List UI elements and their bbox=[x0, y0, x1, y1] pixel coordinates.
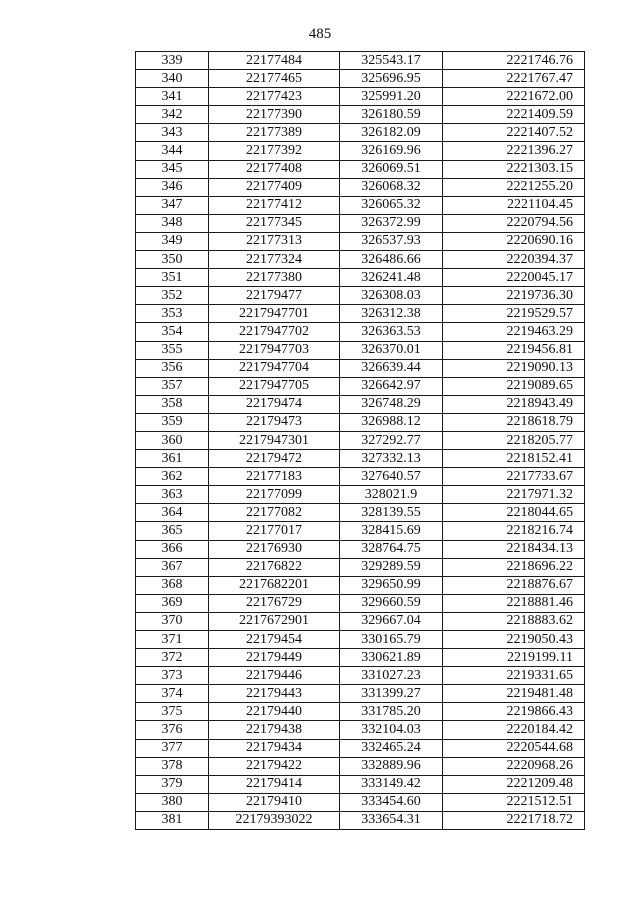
point-id-cell: 22179393022 bbox=[209, 811, 340, 829]
point-id-cell: 22179449 bbox=[209, 649, 340, 667]
point-number-cell: 361 bbox=[136, 450, 209, 468]
x-coordinate-cell: 329667.04 bbox=[340, 612, 443, 630]
point-number-cell: 371 bbox=[136, 631, 209, 649]
y-coordinate-cell: 2220184.42 bbox=[443, 721, 585, 739]
x-coordinate-cell: 326241.48 bbox=[340, 269, 443, 287]
table-row bbox=[136, 468, 585, 486]
coordinates-table-body bbox=[136, 52, 585, 830]
point-number-cell: 381 bbox=[136, 811, 209, 829]
point-number-cell: 370 bbox=[136, 612, 209, 630]
x-coordinate-cell: 326486.66 bbox=[340, 251, 443, 269]
x-coordinate-cell: 326169.96 bbox=[340, 142, 443, 160]
x-coordinate-cell: 333149.42 bbox=[340, 775, 443, 793]
point-number-cell: 339 bbox=[136, 52, 209, 70]
point-number-cell: 372 bbox=[136, 649, 209, 667]
point-id-cell: 22177345 bbox=[209, 214, 340, 232]
point-number-cell: 346 bbox=[136, 178, 209, 196]
x-coordinate-cell: 326642.97 bbox=[340, 377, 443, 395]
x-coordinate-cell: 330165.79 bbox=[340, 631, 443, 649]
table-row bbox=[136, 305, 585, 323]
y-coordinate-cell: 2221746.76 bbox=[443, 52, 585, 70]
point-number-cell: 352 bbox=[136, 287, 209, 305]
x-coordinate-cell: 328764.75 bbox=[340, 540, 443, 558]
point-id-cell: 22177017 bbox=[209, 522, 340, 540]
x-coordinate-cell: 327640.57 bbox=[340, 468, 443, 486]
point-id-cell: 22179477 bbox=[209, 287, 340, 305]
point-id-cell: 22179438 bbox=[209, 721, 340, 739]
y-coordinate-cell: 2218152.41 bbox=[443, 450, 585, 468]
y-coordinate-cell: 2220794.56 bbox=[443, 214, 585, 232]
point-id-cell: 2217682201 bbox=[209, 576, 340, 594]
y-coordinate-cell: 2220045.17 bbox=[443, 269, 585, 287]
x-coordinate-cell: 326312.38 bbox=[340, 305, 443, 323]
point-number-cell: 340 bbox=[136, 70, 209, 88]
x-coordinate-cell: 331399.27 bbox=[340, 685, 443, 703]
x-coordinate-cell: 325543.17 bbox=[340, 52, 443, 70]
table-row bbox=[136, 52, 585, 70]
point-number-cell: 368 bbox=[136, 576, 209, 594]
table-row bbox=[136, 269, 585, 287]
point-number-cell: 359 bbox=[136, 413, 209, 431]
x-coordinate-cell: 326988.12 bbox=[340, 413, 443, 431]
y-coordinate-cell: 2218434.13 bbox=[443, 540, 585, 558]
y-coordinate-cell: 2218943.49 bbox=[443, 395, 585, 413]
x-coordinate-cell: 327292.77 bbox=[340, 431, 443, 449]
x-coordinate-cell: 326069.51 bbox=[340, 160, 443, 178]
x-coordinate-cell: 325991.20 bbox=[340, 88, 443, 106]
table-row bbox=[136, 287, 585, 305]
point-number-cell: 363 bbox=[136, 486, 209, 504]
y-coordinate-cell: 2221104.45 bbox=[443, 196, 585, 214]
table-row bbox=[136, 775, 585, 793]
point-id-cell: 22177183 bbox=[209, 468, 340, 486]
table-row bbox=[136, 703, 585, 721]
y-coordinate-cell: 2218618.79 bbox=[443, 413, 585, 431]
table-row bbox=[136, 341, 585, 359]
table-row bbox=[136, 359, 585, 377]
point-id-cell: 2217947702 bbox=[209, 323, 340, 341]
point-id-cell: 22179474 bbox=[209, 395, 340, 413]
y-coordinate-cell: 2221409.59 bbox=[443, 106, 585, 124]
table-row bbox=[136, 811, 585, 829]
table-row bbox=[136, 793, 585, 811]
table-row bbox=[136, 178, 585, 196]
point-id-cell: 22177313 bbox=[209, 232, 340, 250]
x-coordinate-cell: 326370.01 bbox=[340, 341, 443, 359]
y-coordinate-cell: 2221209.48 bbox=[443, 775, 585, 793]
point-id-cell: 22179440 bbox=[209, 703, 340, 721]
x-coordinate-cell: 328415.69 bbox=[340, 522, 443, 540]
table-row bbox=[136, 649, 585, 667]
x-coordinate-cell: 326372.99 bbox=[340, 214, 443, 232]
point-id-cell: 22179454 bbox=[209, 631, 340, 649]
y-coordinate-cell: 2219199.11 bbox=[443, 649, 585, 667]
point-id-cell: 22177324 bbox=[209, 251, 340, 269]
x-coordinate-cell: 326180.59 bbox=[340, 106, 443, 124]
point-number-cell: 362 bbox=[136, 468, 209, 486]
point-number-cell: 356 bbox=[136, 359, 209, 377]
y-coordinate-cell: 2219866.43 bbox=[443, 703, 585, 721]
y-coordinate-cell: 2221672.00 bbox=[443, 88, 585, 106]
point-id-cell: 22177409 bbox=[209, 178, 340, 196]
point-id-cell: 2217672901 bbox=[209, 612, 340, 630]
point-id-cell: 22179472 bbox=[209, 450, 340, 468]
table-row bbox=[136, 160, 585, 178]
table-row bbox=[136, 739, 585, 757]
y-coordinate-cell: 2217971.32 bbox=[443, 486, 585, 504]
point-id-cell: 22177380 bbox=[209, 269, 340, 287]
point-number-cell: 366 bbox=[136, 540, 209, 558]
point-number-cell: 364 bbox=[136, 504, 209, 522]
y-coordinate-cell: 2217733.67 bbox=[443, 468, 585, 486]
point-id-cell: 22179446 bbox=[209, 667, 340, 685]
point-number-cell: 380 bbox=[136, 793, 209, 811]
point-id-cell: 22179410 bbox=[209, 793, 340, 811]
point-number-cell: 373 bbox=[136, 667, 209, 685]
point-id-cell: 22177392 bbox=[209, 142, 340, 160]
point-id-cell: 22179473 bbox=[209, 413, 340, 431]
x-coordinate-cell: 327332.13 bbox=[340, 450, 443, 468]
point-id-cell: 2217947703 bbox=[209, 341, 340, 359]
table-row bbox=[136, 757, 585, 775]
point-number-cell: 378 bbox=[136, 757, 209, 775]
point-number-cell: 351 bbox=[136, 269, 209, 287]
point-number-cell: 354 bbox=[136, 323, 209, 341]
point-id-cell: 22177484 bbox=[209, 52, 340, 70]
y-coordinate-cell: 2221718.72 bbox=[443, 811, 585, 829]
point-number-cell: 341 bbox=[136, 88, 209, 106]
point-number-cell: 374 bbox=[136, 685, 209, 703]
x-coordinate-cell: 326068.32 bbox=[340, 178, 443, 196]
point-number-cell: 357 bbox=[136, 377, 209, 395]
coordinates-table bbox=[135, 51, 585, 830]
point-id-cell: 2217947704 bbox=[209, 359, 340, 377]
table-row bbox=[136, 667, 585, 685]
table-row bbox=[136, 196, 585, 214]
x-coordinate-cell: 333654.31 bbox=[340, 811, 443, 829]
table-row bbox=[136, 214, 585, 232]
table-row bbox=[136, 721, 585, 739]
table-row bbox=[136, 431, 585, 449]
point-number-cell: 347 bbox=[136, 196, 209, 214]
point-id-cell: 22177423 bbox=[209, 88, 340, 106]
point-id-cell: 2217947701 bbox=[209, 305, 340, 323]
table-row bbox=[136, 70, 585, 88]
y-coordinate-cell: 2219529.57 bbox=[443, 305, 585, 323]
y-coordinate-cell: 2218044.65 bbox=[443, 504, 585, 522]
table-row bbox=[136, 106, 585, 124]
x-coordinate-cell: 333454.60 bbox=[340, 793, 443, 811]
table-row bbox=[136, 232, 585, 250]
x-coordinate-cell: 326182.09 bbox=[340, 124, 443, 142]
x-coordinate-cell: 331785.20 bbox=[340, 703, 443, 721]
y-coordinate-cell: 2221255.20 bbox=[443, 178, 585, 196]
y-coordinate-cell: 2221396.27 bbox=[443, 142, 585, 160]
point-id-cell: 22176729 bbox=[209, 594, 340, 612]
point-id-cell: 2217947301 bbox=[209, 431, 340, 449]
point-id-cell: 22176930 bbox=[209, 540, 340, 558]
table-row bbox=[136, 685, 585, 703]
y-coordinate-cell: 2220690.16 bbox=[443, 232, 585, 250]
table-row bbox=[136, 540, 585, 558]
point-number-cell: 367 bbox=[136, 558, 209, 576]
point-number-cell: 344 bbox=[136, 142, 209, 160]
x-coordinate-cell: 329650.99 bbox=[340, 576, 443, 594]
table-row bbox=[136, 612, 585, 630]
point-number-cell: 376 bbox=[136, 721, 209, 739]
table-row bbox=[136, 323, 585, 341]
x-coordinate-cell: 328021.9 bbox=[340, 486, 443, 504]
point-id-cell: 2217947705 bbox=[209, 377, 340, 395]
x-coordinate-cell: 326537.93 bbox=[340, 232, 443, 250]
y-coordinate-cell: 2219331.65 bbox=[443, 667, 585, 685]
point-id-cell: 22179434 bbox=[209, 739, 340, 757]
y-coordinate-cell: 2218696.22 bbox=[443, 558, 585, 576]
x-coordinate-cell: 329660.59 bbox=[340, 594, 443, 612]
table-row bbox=[136, 486, 585, 504]
point-id-cell: 22179443 bbox=[209, 685, 340, 703]
table-row bbox=[136, 450, 585, 468]
x-coordinate-cell: 326639.44 bbox=[340, 359, 443, 377]
point-number-cell: 377 bbox=[136, 739, 209, 757]
y-coordinate-cell: 2219736.30 bbox=[443, 287, 585, 305]
table-row bbox=[136, 504, 585, 522]
point-id-cell: 22177390 bbox=[209, 106, 340, 124]
point-id-cell: 22176822 bbox=[209, 558, 340, 576]
x-coordinate-cell: 326363.53 bbox=[340, 323, 443, 341]
x-coordinate-cell: 326308.03 bbox=[340, 287, 443, 305]
y-coordinate-cell: 2219050.43 bbox=[443, 631, 585, 649]
y-coordinate-cell: 2219481.48 bbox=[443, 685, 585, 703]
y-coordinate-cell: 2221512.51 bbox=[443, 793, 585, 811]
table-row bbox=[136, 377, 585, 395]
y-coordinate-cell: 2220968.26 bbox=[443, 757, 585, 775]
y-coordinate-cell: 2221303.15 bbox=[443, 160, 585, 178]
x-coordinate-cell: 332465.24 bbox=[340, 739, 443, 757]
point-number-cell: 348 bbox=[136, 214, 209, 232]
point-id-cell: 22179414 bbox=[209, 775, 340, 793]
table-row bbox=[136, 631, 585, 649]
point-id-cell: 22177412 bbox=[209, 196, 340, 214]
y-coordinate-cell: 2218883.62 bbox=[443, 612, 585, 630]
point-number-cell: 343 bbox=[136, 124, 209, 142]
point-number-cell: 342 bbox=[136, 106, 209, 124]
table-row bbox=[136, 142, 585, 160]
table-row bbox=[136, 395, 585, 413]
y-coordinate-cell: 2219089.65 bbox=[443, 377, 585, 395]
page-number: 485 bbox=[308, 26, 332, 42]
y-coordinate-cell: 2219456.81 bbox=[443, 341, 585, 359]
point-number-cell: 355 bbox=[136, 341, 209, 359]
point-number-cell: 369 bbox=[136, 594, 209, 612]
point-number-cell: 360 bbox=[136, 431, 209, 449]
y-coordinate-cell: 2220544.68 bbox=[443, 739, 585, 757]
x-coordinate-cell: 330621.89 bbox=[340, 649, 443, 667]
point-number-cell: 350 bbox=[136, 251, 209, 269]
table-row bbox=[136, 413, 585, 431]
point-number-cell: 345 bbox=[136, 160, 209, 178]
x-coordinate-cell: 329289.59 bbox=[340, 558, 443, 576]
table-row bbox=[136, 88, 585, 106]
x-coordinate-cell: 326065.32 bbox=[340, 196, 443, 214]
y-coordinate-cell: 2218881.46 bbox=[443, 594, 585, 612]
point-number-cell: 358 bbox=[136, 395, 209, 413]
y-coordinate-cell: 2220394.37 bbox=[443, 251, 585, 269]
point-id-cell: 22179422 bbox=[209, 757, 340, 775]
point-id-cell: 22177465 bbox=[209, 70, 340, 88]
table-row bbox=[136, 124, 585, 142]
x-coordinate-cell: 325696.95 bbox=[340, 70, 443, 88]
point-number-cell: 365 bbox=[136, 522, 209, 540]
table-row bbox=[136, 522, 585, 540]
y-coordinate-cell: 2218216.74 bbox=[443, 522, 585, 540]
x-coordinate-cell: 331027.23 bbox=[340, 667, 443, 685]
y-coordinate-cell: 2221407.52 bbox=[443, 124, 585, 142]
point-number-cell: 349 bbox=[136, 232, 209, 250]
y-coordinate-cell: 2219463.29 bbox=[443, 323, 585, 341]
point-id-cell: 22177408 bbox=[209, 160, 340, 178]
point-id-cell: 22177082 bbox=[209, 504, 340, 522]
y-coordinate-cell: 2218876.67 bbox=[443, 576, 585, 594]
y-coordinate-cell: 2218205.77 bbox=[443, 431, 585, 449]
y-coordinate-cell: 2221767.47 bbox=[443, 70, 585, 88]
x-coordinate-cell: 332104.03 bbox=[340, 721, 443, 739]
point-id-cell: 22177389 bbox=[209, 124, 340, 142]
table-row bbox=[136, 251, 585, 269]
point-id-cell: 22177099 bbox=[209, 486, 340, 504]
table-row bbox=[136, 558, 585, 576]
point-number-cell: 375 bbox=[136, 703, 209, 721]
x-coordinate-cell: 332889.96 bbox=[340, 757, 443, 775]
table-row bbox=[136, 594, 585, 612]
y-coordinate-cell: 2219090.13 bbox=[443, 359, 585, 377]
point-number-cell: 353 bbox=[136, 305, 209, 323]
point-number-cell: 379 bbox=[136, 775, 209, 793]
x-coordinate-cell: 328139.55 bbox=[340, 504, 443, 522]
table-row bbox=[136, 576, 585, 594]
x-coordinate-cell: 326748.29 bbox=[340, 395, 443, 413]
